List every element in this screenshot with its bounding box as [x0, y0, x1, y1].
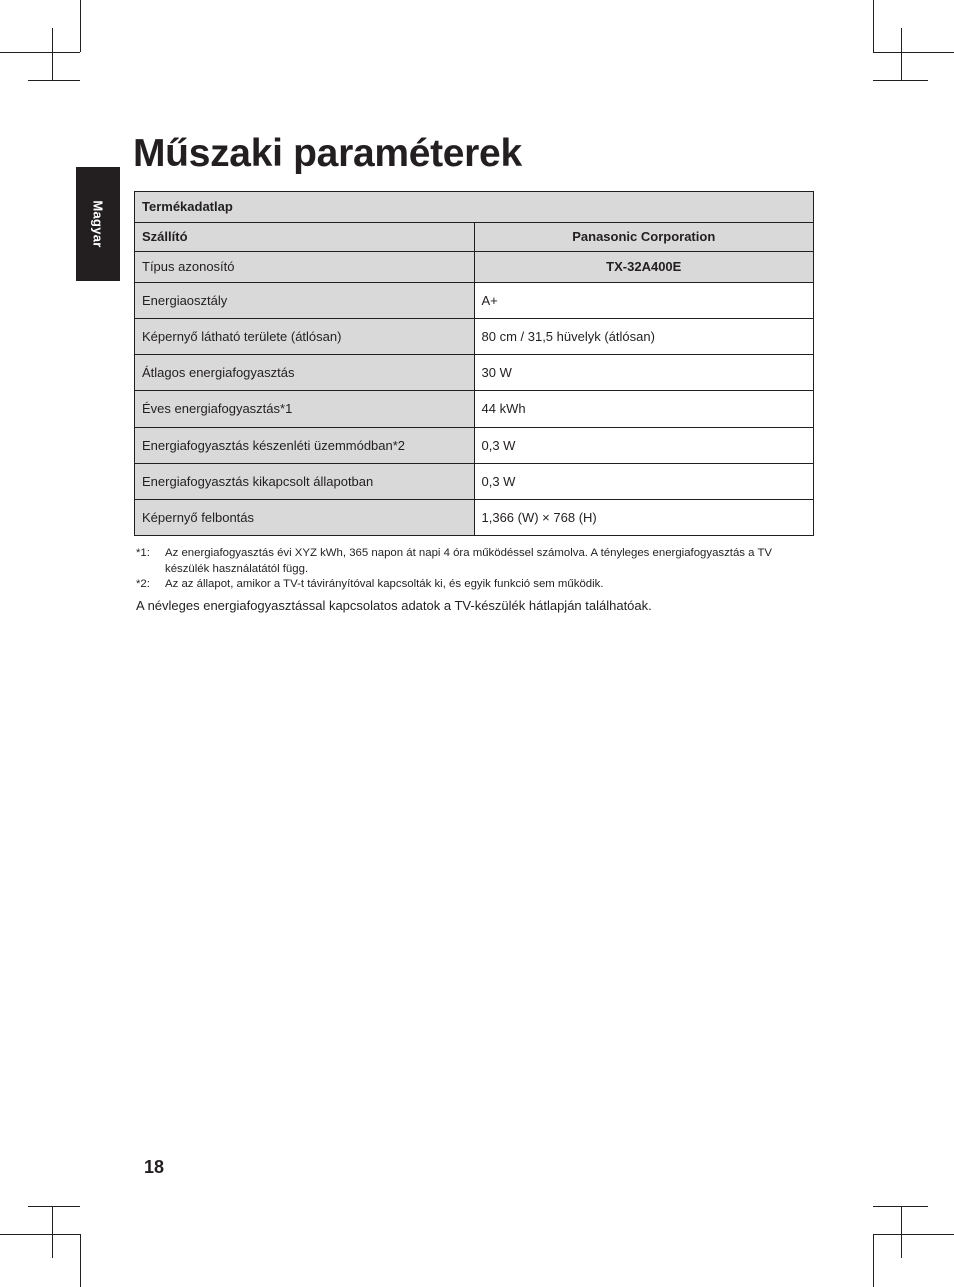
table-row — [135, 355, 814, 391]
table-row — [135, 391, 814, 428]
row-value: 0,3 W — [474, 464, 814, 500]
table-header-row — [135, 192, 814, 223]
table-row — [135, 223, 814, 252]
table-row — [135, 319, 814, 355]
table-row — [135, 252, 814, 283]
table-row — [135, 464, 814, 500]
row-label: Átlagos energiafogyasztás — [135, 355, 475, 391]
footnote-text: Az az állapot, amikor a TV-t távirányítóval kapcsolták ki, és egyik funkció sem működik. — [165, 578, 604, 590]
row-label: Képernyő felbontás — [135, 500, 475, 536]
row-value: A+ — [474, 283, 814, 319]
row-label: Képernyő látható területe (átlósan) — [135, 319, 475, 355]
footnote-2 — [136, 577, 816, 593]
language-tab-label: Magyar — [90, 200, 106, 248]
footnote-marker: *1: — [136, 547, 150, 559]
language-tab — [76, 167, 120, 281]
table-row — [135, 500, 814, 536]
table-row — [135, 283, 814, 319]
row-value: 44 kWh — [474, 391, 814, 428]
row-value: Panasonic Corporation — [474, 223, 814, 252]
row-label: Típus azonosító — [135, 252, 475, 283]
row-value: 1,366 (W) × 768 (H) — [474, 500, 814, 536]
row-label: Éves energiafogyasztás*1 — [135, 391, 475, 428]
row-value: 80 cm / 31,5 hüvelyk (átlósan) — [474, 319, 814, 355]
footnote-1 — [136, 546, 816, 577]
row-value: TX-32A400E — [474, 252, 814, 283]
row-value: 30 W — [474, 355, 814, 391]
energy-info-note: A névleges energiafogyasztással kapcsolatos adatok a TV-készülék hátlapján találhatóak. — [136, 598, 652, 613]
row-label: Energiafogyasztás kikapcsolt állapotban — [135, 464, 475, 500]
table-row — [135, 428, 814, 464]
row-label: Energiafogyasztás készenléti üzemmódban*2 — [135, 428, 475, 464]
footnotes — [136, 546, 816, 593]
footnote-marker: *2: — [136, 578, 150, 590]
footnote-text: Az energiafogyasztás évi XYZ kWh, 365 napon át napi 4 óra működéssel számolva. A tényleges energiafogyasztás a TV készülék használatától függ. — [165, 547, 773, 575]
page-number: 18 — [144, 1157, 165, 1177]
page-title: Műszaki paraméterek — [133, 132, 522, 175]
row-label: Szállító — [135, 223, 475, 252]
row-value: 0,3 W — [474, 428, 814, 464]
table-header: Termékadatlap — [135, 192, 814, 223]
product-fiche-table — [134, 191, 814, 536]
row-label: Energiaosztály — [135, 283, 475, 319]
